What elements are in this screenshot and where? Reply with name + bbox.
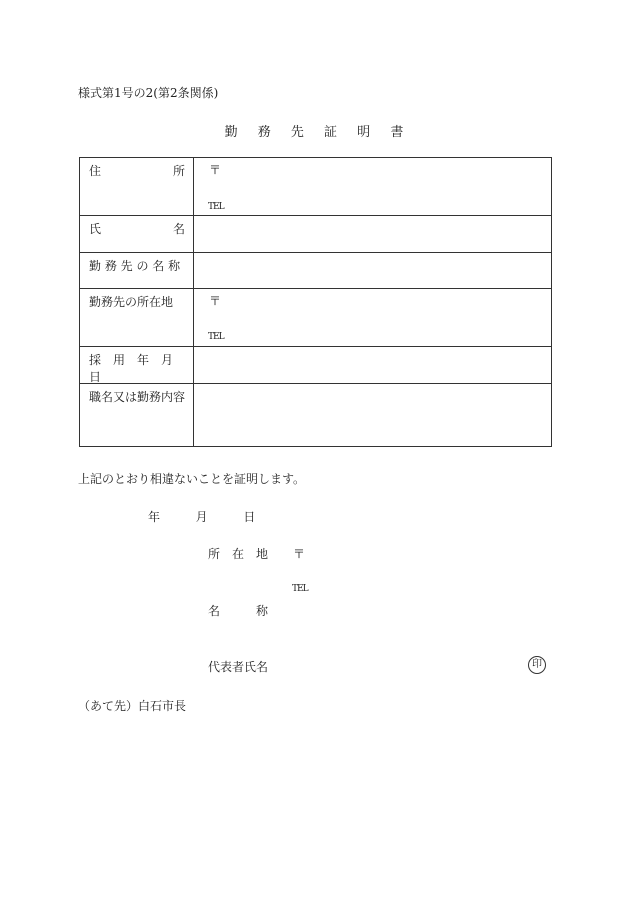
hire-date-field[interactable]: [194, 347, 552, 384]
postal-mark: 〒: [293, 547, 306, 561]
representative-label: 代表者氏名: [208, 660, 269, 674]
tel-mark: TEL: [292, 584, 308, 594]
year-label: 年: [148, 510, 161, 524]
name-label: 氏 名: [89, 222, 185, 236]
tel-mark: TEL: [208, 202, 224, 212]
seal-mark: 印: [528, 656, 546, 674]
employer-name-label: 勤 務 先 の 名 称: [89, 259, 181, 273]
form-number: 様式第1号の2(第2条関係): [78, 86, 219, 100]
row-address: [80, 158, 552, 216]
date-line: [148, 508, 255, 525]
address-label: 住 所: [89, 164, 185, 178]
day-label: 日: [243, 510, 256, 524]
name-label: 名 称: [208, 604, 269, 618]
employer-address-label: 勤務先の所在地: [89, 295, 174, 309]
month-label: 月: [195, 510, 208, 524]
name-field[interactable]: [194, 216, 552, 253]
address-field[interactable]: [194, 158, 552, 216]
job-field[interactable]: [194, 384, 552, 447]
document-title: 勤 務 先 証 明 書: [224, 125, 412, 140]
certificate-table: [79, 157, 552, 447]
postal-mark: 〒: [209, 294, 222, 308]
postal-mark: 〒: [209, 163, 222, 177]
employer-name-field[interactable]: [194, 253, 552, 289]
row-hire-date: [80, 347, 552, 384]
row-employer-name: [80, 253, 552, 289]
statement: 上記のとおり相違ないことを証明します。: [78, 472, 306, 486]
row-job: [80, 384, 552, 447]
tel-mark: TEL: [208, 332, 224, 342]
hire-date-label: 採 用 年 月 日: [89, 353, 186, 384]
row-employer-address: [80, 289, 552, 347]
employer-address-field[interactable]: [194, 289, 552, 347]
job-label: 職名又は勤務内容: [89, 390, 186, 404]
addressee: （あて先）白石市長: [78, 699, 187, 713]
row-name: [80, 216, 552, 253]
location-label: 所 在 地: [208, 547, 269, 561]
